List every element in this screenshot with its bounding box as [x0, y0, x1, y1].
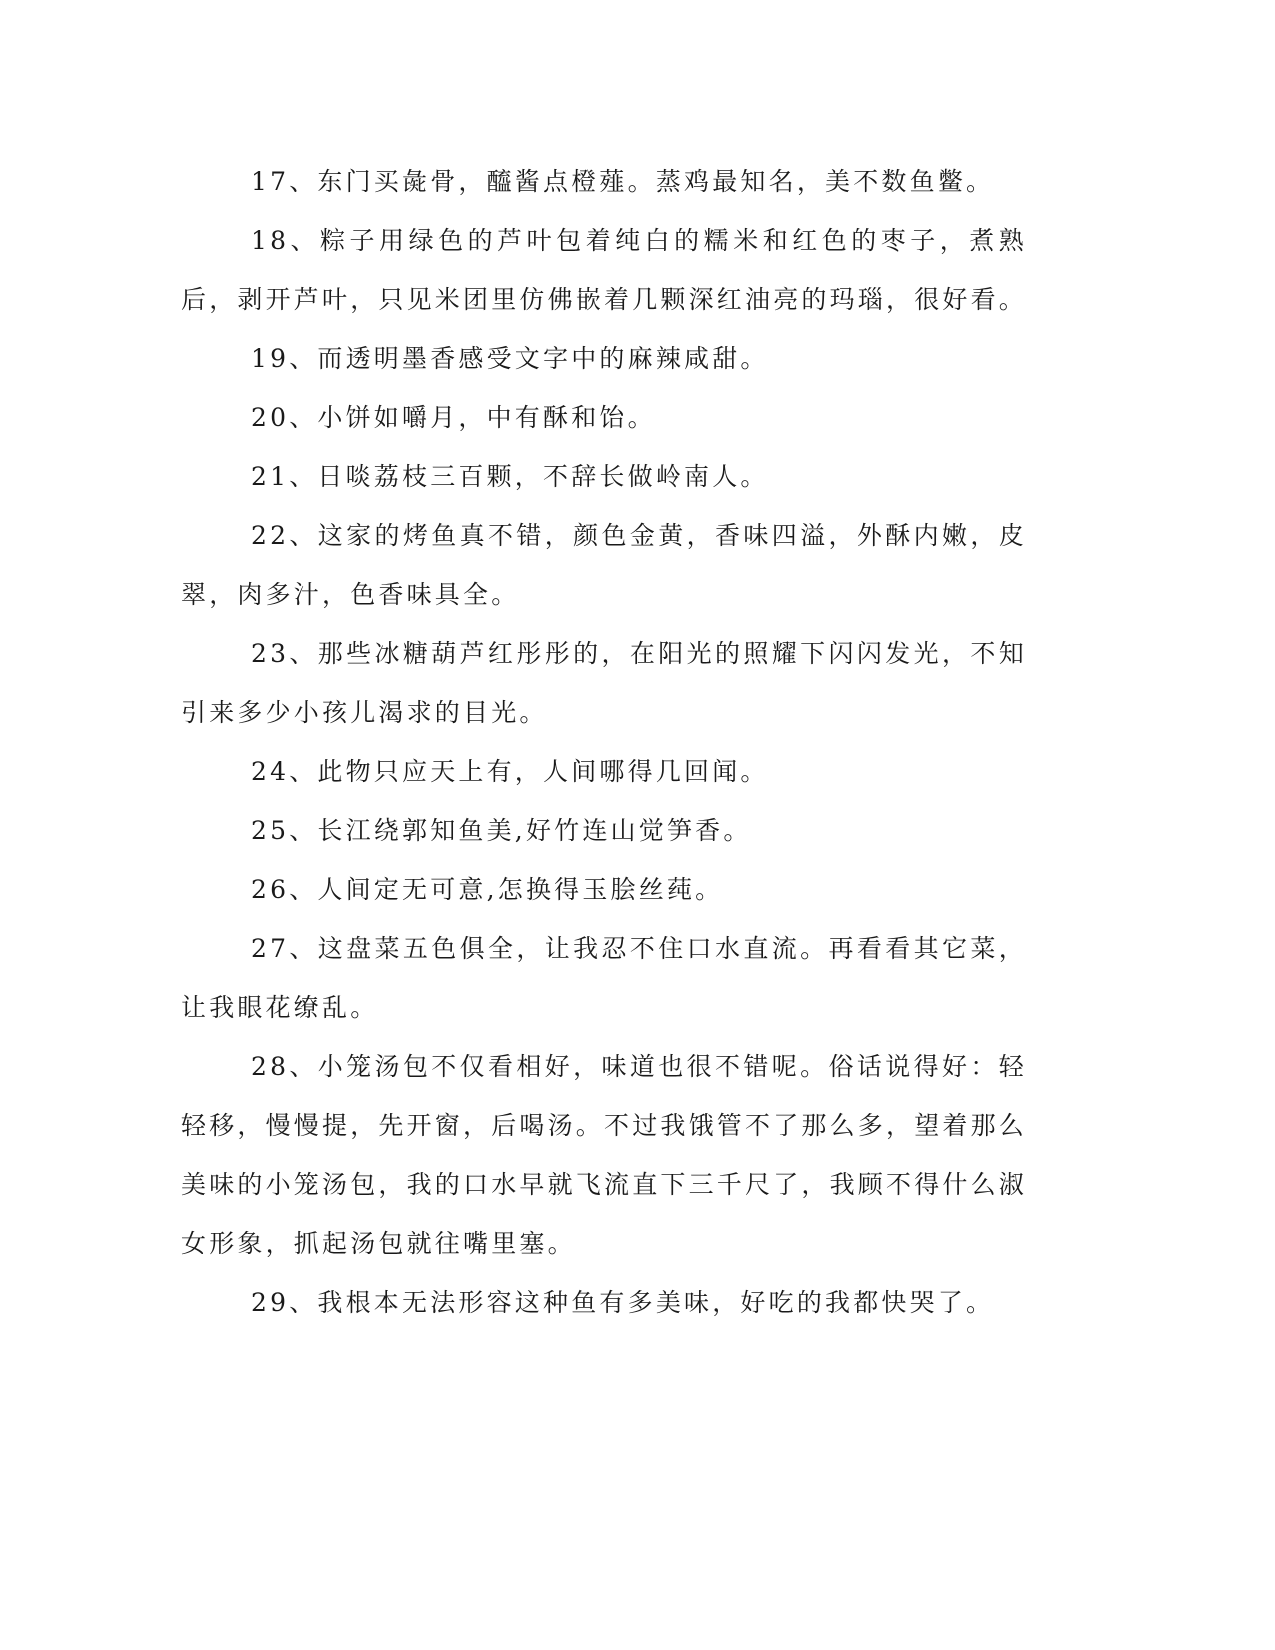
- paragraph-23: 23、那些冰糖葫芦红彤彤的，在阳光的照耀下闪闪发光，不知引来多少小孩儿渴求的目光。: [181, 639, 1027, 727]
- paragraph-22: 22、这家的烤鱼真不错，颜色金黄，香味四溢，外酥内嫩，皮翠，肉多汁，色香味具全。: [181, 521, 1027, 609]
- document-body: [181, 152, 1027, 1332]
- paragraph-18: 18、粽子用绿色的芦叶包着纯白的糯米和红色的枣子，煮熟后，剥开芦叶，只见米团里仿佛嵌着几颗深红油亮的玛瑙，很好看。: [181, 226, 1028, 314]
- paragraph-25: 25、长江绕郭知鱼美,好竹连山觉笋香。: [251, 816, 752, 845]
- paragraph-20: 20、小饼如嚼月，中有酥和饴。: [251, 403, 656, 432]
- paragraph-19: 19、而透明墨香感受文字中的麻辣咸甜。: [251, 344, 769, 373]
- paragraph-28: 28、小笼汤包不仅看相好，味道也很不错呢。俗话说得好：轻轻移，慢慢提，先开窗，后喝汤。不过我饿管不了那么多，望着那么美味的小笼汤包，我的口水早就飞流直下三千尺了，我顾不得什么淑女形象，抓起汤包就往嘴里塞。: [181, 1052, 1028, 1258]
- paragraph-21: 21、日啖荔枝三百颗，不辞长做岭南人。: [251, 462, 769, 491]
- paragraph-17: 17、东门买彘骨，醯酱点橙薤。蒸鸡最知名，美不数鱼鳖。: [251, 167, 995, 196]
- paragraph-29: 29、我根本无法形容这种鱼有多美味，好吃的我都快哭了。: [251, 1288, 995, 1317]
- paragraph-24: 24、此物只应天上有，人间哪得几回闻。: [251, 757, 769, 786]
- paragraph-27: 27、这盘菜五色俱全，让我忍不住口水直流。再看看其它菜，让我眼花缭乱。: [181, 934, 1027, 1022]
- paragraph-26: 26、人间定无可意,怎换得玉脍丝莼。: [251, 875, 724, 904]
